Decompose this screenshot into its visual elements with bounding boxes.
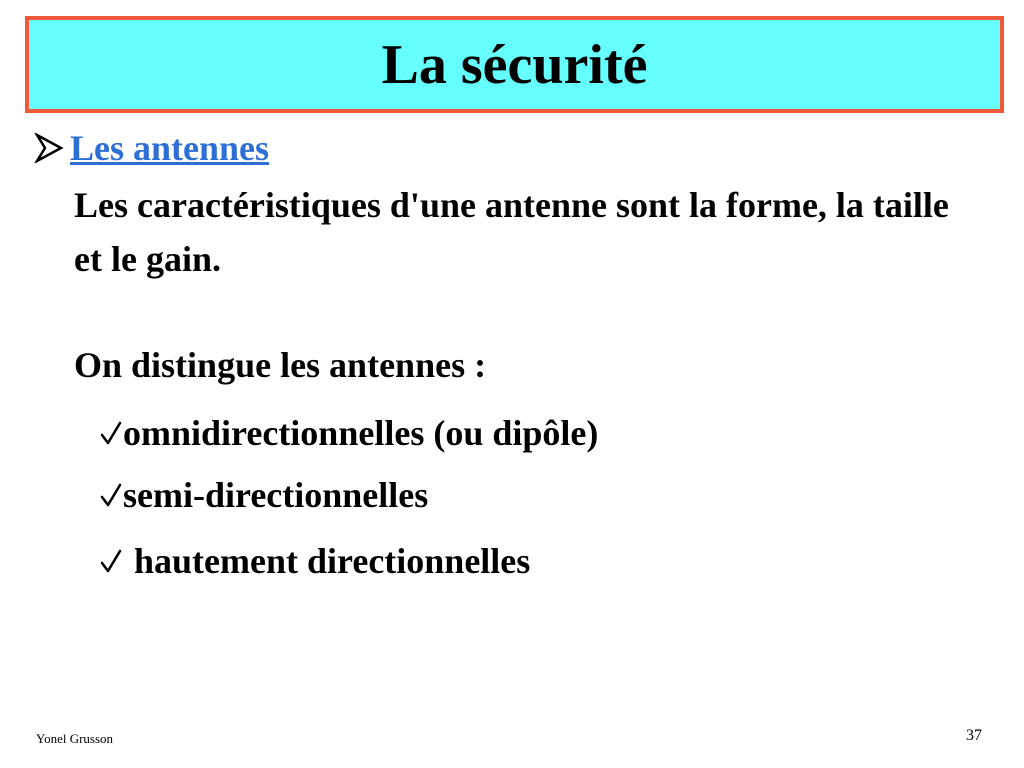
arrow-bullet-icon — [34, 126, 70, 170]
list-item — [100, 534, 530, 588]
page-number: 37 — [966, 727, 982, 744]
list-item-label: semi-directionnelles — [123, 475, 429, 515]
slide-title: La sécurité — [381, 33, 648, 96]
list-item-label: omnidirectionnelles (ou dipôle) — [123, 413, 599, 453]
list-item — [100, 406, 598, 460]
title-banner — [25, 16, 1004, 113]
section-bullet — [34, 126, 269, 170]
checkmark-icon — [100, 534, 122, 588]
footer-author: Yonel Grusson — [36, 731, 114, 746]
checkmark-icon — [100, 406, 122, 460]
list-item-label: hautement directionnelles — [134, 541, 531, 581]
description-text: Les caractéristiques d'une antenne sont la forme, la taille et le gain. — [74, 185, 949, 279]
intro-text: On distingue les antennes : — [74, 345, 487, 385]
list-item — [100, 468, 428, 522]
section-heading-link[interactable]: Les antennes — [70, 128, 270, 168]
checkmark-icon — [100, 468, 122, 522]
